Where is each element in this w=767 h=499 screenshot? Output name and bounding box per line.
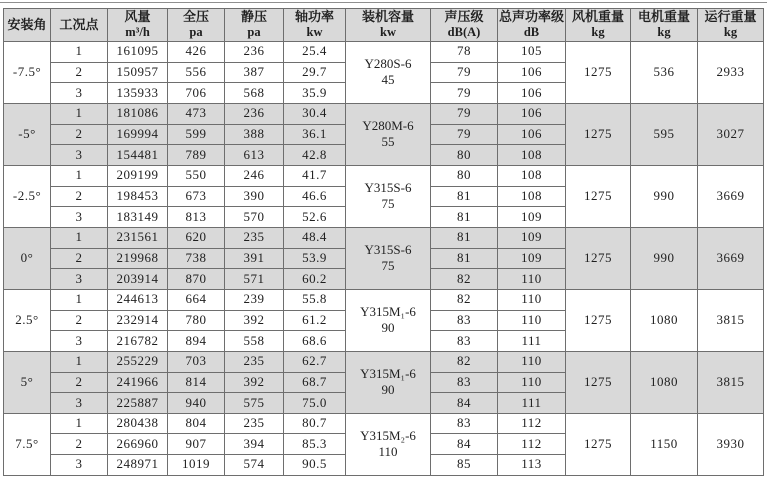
motor-model: Y280M-6 — [362, 118, 414, 134]
col-header-installed-capacity: 装机容量 kw — [346, 9, 431, 42]
static-pressure-cell: 392 — [225, 310, 284, 331]
motor-weight-cell: 990 — [631, 165, 698, 227]
total-pressure-cell: 673 — [168, 186, 225, 207]
airflow-cell: 183149 — [108, 207, 168, 228]
airflow-cell: 232914 — [108, 310, 168, 331]
data-row-2.5°-1 — [4, 289, 764, 310]
static-pressure-cell: 574 — [225, 455, 284, 476]
airflow-cell: 181086 — [108, 103, 168, 124]
col-header-motor-weight: 电机重量 kg — [631, 9, 698, 42]
airflow-cell: 154481 — [108, 145, 168, 166]
running-weight-cell: 2933 — [698, 42, 764, 104]
install-angle-cell: 7.5° — [4, 413, 51, 475]
col-header-sound-power-level: 总声功率级 dB — [498, 9, 566, 42]
sound-power-level-cell: 109 — [498, 207, 566, 228]
sound-pressure-level-cell: 82 — [431, 351, 498, 372]
shaft-power-cell: 41.7 — [284, 165, 346, 186]
motor-model: Y315M₂-6 — [360, 428, 416, 444]
motor-weight-cell: 990 — [631, 227, 698, 289]
sound-power-level-cell: 106 — [498, 62, 566, 83]
sound-pressure-level-cell: 81 — [431, 186, 498, 207]
total-pressure-cell: 664 — [168, 289, 225, 310]
operating-point-cell: 2 — [51, 62, 108, 83]
installed-capacity-cell — [346, 227, 431, 289]
shaft-power-cell: 60.2 — [284, 269, 346, 290]
motor-weight-cell: 536 — [631, 42, 698, 104]
airflow-cell: 161095 — [108, 42, 168, 63]
static-pressure-cell: 391 — [225, 248, 284, 269]
total-pressure-cell: 870 — [168, 269, 225, 290]
operating-point-cell: 2 — [51, 186, 108, 207]
page-top-rule — [0, 2, 767, 3]
total-pressure-cell: 940 — [168, 393, 225, 414]
motor-power: 90 — [381, 320, 395, 336]
shaft-power-cell: 61.2 — [284, 310, 346, 331]
motor-power: 75 — [381, 258, 395, 274]
static-pressure-cell: 575 — [225, 393, 284, 414]
sound-pressure-level-cell: 81 — [431, 248, 498, 269]
shaft-power-cell: 46.6 — [284, 186, 346, 207]
shaft-power-cell: 30.4 — [284, 103, 346, 124]
installed-capacity-cell — [346, 103, 431, 165]
static-pressure-cell: 571 — [225, 269, 284, 290]
col-header-running-weight: 运行重量 kg — [698, 9, 764, 42]
motor-model: Y315S-6 — [364, 180, 412, 196]
operating-point-cell: 3 — [51, 455, 108, 476]
sound-pressure-level-cell: 82 — [431, 289, 498, 310]
total-pressure-cell: 1019 — [168, 455, 225, 476]
static-pressure-cell: 613 — [225, 145, 284, 166]
motor-weight-cell: 1080 — [631, 289, 698, 351]
airflow-cell: 150957 — [108, 62, 168, 83]
motor-power: 110 — [378, 444, 398, 460]
sound-power-level-cell: 109 — [498, 227, 566, 248]
install-angle-cell: -7.5° — [4, 42, 51, 104]
airflow-cell: 248971 — [108, 455, 168, 476]
fan-performance-table — [3, 8, 764, 476]
sound-power-level-cell: 106 — [498, 83, 566, 104]
static-pressure-cell: 390 — [225, 186, 284, 207]
shaft-power-cell: 29.7 — [284, 62, 346, 83]
col-header-shaft-power: 轴功率 kw — [284, 9, 346, 42]
data-row--5°-1 — [4, 103, 764, 124]
install-angle-cell: -5° — [4, 103, 51, 165]
motor-power: 45 — [381, 72, 395, 88]
sound-pressure-level-cell: 80 — [431, 145, 498, 166]
static-pressure-cell: 387 — [225, 62, 284, 83]
installed-capacity-cell — [346, 289, 431, 351]
static-pressure-cell: 570 — [225, 207, 284, 228]
data-row-7.5°-1 — [4, 413, 764, 434]
fan-weight-cell: 1275 — [566, 103, 631, 165]
sound-power-level-cell: 109 — [498, 248, 566, 269]
total-pressure-cell: 813 — [168, 207, 225, 228]
sound-power-level-cell: 110 — [498, 269, 566, 290]
airflow-cell: 209199 — [108, 165, 168, 186]
data-row-0°-1 — [4, 227, 764, 248]
motor-weight-cell: 1150 — [631, 413, 698, 475]
installed-capacity-cell — [346, 42, 431, 104]
running-weight-cell: 3815 — [698, 351, 764, 413]
static-pressure-cell: 246 — [225, 165, 284, 186]
operating-point-cell: 3 — [51, 83, 108, 104]
total-pressure-cell: 599 — [168, 124, 225, 145]
sound-pressure-level-cell: 79 — [431, 103, 498, 124]
col-header-static-pressure: 静压 pa — [225, 9, 284, 42]
sound-power-level-cell: 108 — [498, 165, 566, 186]
static-pressure-cell: 235 — [225, 227, 284, 248]
sound-pressure-level-cell: 84 — [431, 434, 498, 455]
operating-point-cell: 1 — [51, 227, 108, 248]
static-pressure-cell: 388 — [225, 124, 284, 145]
sound-power-level-cell: 110 — [498, 351, 566, 372]
running-weight-cell: 3669 — [698, 165, 764, 227]
total-pressure-cell: 550 — [168, 165, 225, 186]
shaft-power-cell: 35.9 — [284, 83, 346, 104]
shaft-power-cell: 80.7 — [284, 413, 346, 434]
install-angle-cell: 0° — [4, 227, 51, 289]
sound-pressure-level-cell: 84 — [431, 393, 498, 414]
sound-power-level-cell: 108 — [498, 145, 566, 166]
total-pressure-cell: 804 — [168, 413, 225, 434]
static-pressure-cell: 394 — [225, 434, 284, 455]
total-pressure-cell: 780 — [168, 310, 225, 331]
operating-point-cell: 1 — [51, 351, 108, 372]
shaft-power-cell: 62.7 — [284, 351, 346, 372]
col-header-total-pressure: 全压 pa — [168, 9, 225, 42]
header-row — [4, 9, 764, 42]
airflow-cell: 225887 — [108, 393, 168, 414]
fan-weight-cell: 1275 — [566, 351, 631, 413]
motor-model: Y280S-6 — [364, 56, 412, 72]
sound-power-level-cell: 106 — [498, 103, 566, 124]
operating-point-cell: 1 — [51, 42, 108, 63]
sound-power-level-cell: 112 — [498, 434, 566, 455]
operating-point-cell: 2 — [51, 124, 108, 145]
shaft-power-cell: 42.8 — [284, 145, 346, 166]
sound-pressure-level-cell: 78 — [431, 42, 498, 63]
airflow-cell: 241966 — [108, 372, 168, 393]
shaft-power-cell: 48.4 — [284, 227, 346, 248]
sound-pressure-level-cell: 83 — [431, 331, 498, 352]
airflow-cell: 203914 — [108, 269, 168, 290]
sound-pressure-level-cell: 83 — [431, 310, 498, 331]
static-pressure-cell: 235 — [225, 351, 284, 372]
operating-point-cell: 3 — [51, 145, 108, 166]
install-angle-cell: 5° — [4, 351, 51, 413]
shaft-power-cell: 75.0 — [284, 393, 346, 414]
motor-power: 75 — [381, 196, 395, 212]
running-weight-cell: 3930 — [698, 413, 764, 475]
operating-point-cell: 1 — [51, 165, 108, 186]
airflow-cell: 280438 — [108, 413, 168, 434]
operating-point-cell: 2 — [51, 434, 108, 455]
sound-power-level-cell: 113 — [498, 455, 566, 476]
motor-power: 55 — [381, 134, 395, 150]
data-row-5°-1 — [4, 351, 764, 372]
shaft-power-cell: 90.5 — [284, 455, 346, 476]
sound-power-level-cell: 112 — [498, 413, 566, 434]
total-pressure-cell: 426 — [168, 42, 225, 63]
static-pressure-cell: 235 — [225, 413, 284, 434]
operating-point-cell: 3 — [51, 331, 108, 352]
static-pressure-cell: 236 — [225, 42, 284, 63]
sound-power-level-cell: 111 — [498, 393, 566, 414]
airflow-cell: 255229 — [108, 351, 168, 372]
sound-pressure-level-cell: 83 — [431, 413, 498, 434]
sound-power-level-cell: 110 — [498, 289, 566, 310]
operating-point-cell: 1 — [51, 413, 108, 434]
shaft-power-cell: 52.6 — [284, 207, 346, 228]
sound-pressure-level-cell: 82 — [431, 269, 498, 290]
sound-pressure-level-cell: 83 — [431, 372, 498, 393]
sound-power-level-cell: 110 — [498, 372, 566, 393]
operating-point-cell: 2 — [51, 310, 108, 331]
sound-pressure-level-cell: 79 — [431, 83, 498, 104]
airflow-cell: 231561 — [108, 227, 168, 248]
shaft-power-cell: 68.6 — [284, 331, 346, 352]
airflow-cell: 216782 — [108, 331, 168, 352]
fan-weight-cell: 1275 — [566, 227, 631, 289]
sound-power-level-cell: 110 — [498, 310, 566, 331]
operating-point-cell: 3 — [51, 393, 108, 414]
motor-model: Y315S-6 — [364, 242, 412, 258]
col-header-install-angle: 安装角 — [4, 9, 51, 42]
sound-power-level-cell: 108 — [498, 186, 566, 207]
static-pressure-cell: 568 — [225, 83, 284, 104]
motor-power: 90 — [381, 382, 395, 398]
airflow-cell: 169994 — [108, 124, 168, 145]
col-header-operating-point: 工况点 — [51, 9, 108, 42]
running-weight-cell: 3027 — [698, 103, 764, 165]
motor-model: Y315M₁-6 — [360, 366, 416, 382]
total-pressure-cell: 556 — [168, 62, 225, 83]
sound-pressure-level-cell: 81 — [431, 227, 498, 248]
airflow-cell: 135933 — [108, 83, 168, 104]
sound-pressure-level-cell: 79 — [431, 62, 498, 83]
sound-pressure-level-cell: 81 — [431, 207, 498, 228]
fan-weight-cell: 1275 — [566, 165, 631, 227]
operating-point-cell: 1 — [51, 103, 108, 124]
static-pressure-cell: 239 — [225, 289, 284, 310]
sound-pressure-level-cell: 79 — [431, 124, 498, 145]
static-pressure-cell: 236 — [225, 103, 284, 124]
shaft-power-cell: 25.4 — [284, 42, 346, 63]
data-row--2.5°-1 — [4, 165, 764, 186]
shaft-power-cell: 55.8 — [284, 289, 346, 310]
data-row--7.5°-1 — [4, 42, 764, 63]
motor-weight-cell: 1080 — [631, 351, 698, 413]
shaft-power-cell: 36.1 — [284, 124, 346, 145]
total-pressure-cell: 894 — [168, 331, 225, 352]
shaft-power-cell: 85.3 — [284, 434, 346, 455]
total-pressure-cell: 473 — [168, 103, 225, 124]
shaft-power-cell: 53.9 — [284, 248, 346, 269]
fan-weight-cell: 1275 — [566, 289, 631, 351]
operating-point-cell: 3 — [51, 207, 108, 228]
total-pressure-cell: 789 — [168, 145, 225, 166]
operating-point-cell: 2 — [51, 248, 108, 269]
total-pressure-cell: 907 — [168, 434, 225, 455]
sound-power-level-cell: 106 — [498, 124, 566, 145]
installed-capacity-cell — [346, 165, 431, 227]
fan-weight-cell: 1275 — [566, 42, 631, 104]
install-angle-cell: -2.5° — [4, 165, 51, 227]
total-pressure-cell: 703 — [168, 351, 225, 372]
running-weight-cell: 3815 — [698, 289, 764, 351]
total-pressure-cell: 706 — [168, 83, 225, 104]
col-header-fan-weight: 风机重量 kg — [566, 9, 631, 42]
shaft-power-cell: 68.7 — [284, 372, 346, 393]
airflow-cell: 198453 — [108, 186, 168, 207]
col-header-airflow: 风量 m³/h — [108, 9, 168, 42]
airflow-cell: 244613 — [108, 289, 168, 310]
col-header-sound-pressure-level: 声压级 dB(A) — [431, 9, 498, 42]
static-pressure-cell: 392 — [225, 372, 284, 393]
fan-weight-cell: 1275 — [566, 413, 631, 475]
airflow-cell: 219968 — [108, 248, 168, 269]
installed-capacity-cell — [346, 351, 431, 413]
sound-power-level-cell: 111 — [498, 331, 566, 352]
operating-point-cell: 3 — [51, 269, 108, 290]
airflow-cell: 266960 — [108, 434, 168, 455]
sound-pressure-level-cell: 85 — [431, 455, 498, 476]
operating-point-cell: 1 — [51, 289, 108, 310]
motor-weight-cell: 595 — [631, 103, 698, 165]
running-weight-cell: 3669 — [698, 227, 764, 289]
installed-capacity-cell — [346, 413, 431, 475]
static-pressure-cell: 558 — [225, 331, 284, 352]
total-pressure-cell: 814 — [168, 372, 225, 393]
sound-pressure-level-cell: 80 — [431, 165, 498, 186]
install-angle-cell: 2.5° — [4, 289, 51, 351]
total-pressure-cell: 620 — [168, 227, 225, 248]
motor-model: Y315M₁-6 — [360, 304, 416, 320]
sound-power-level-cell: 105 — [498, 42, 566, 63]
total-pressure-cell: 738 — [168, 248, 225, 269]
operating-point-cell: 2 — [51, 372, 108, 393]
